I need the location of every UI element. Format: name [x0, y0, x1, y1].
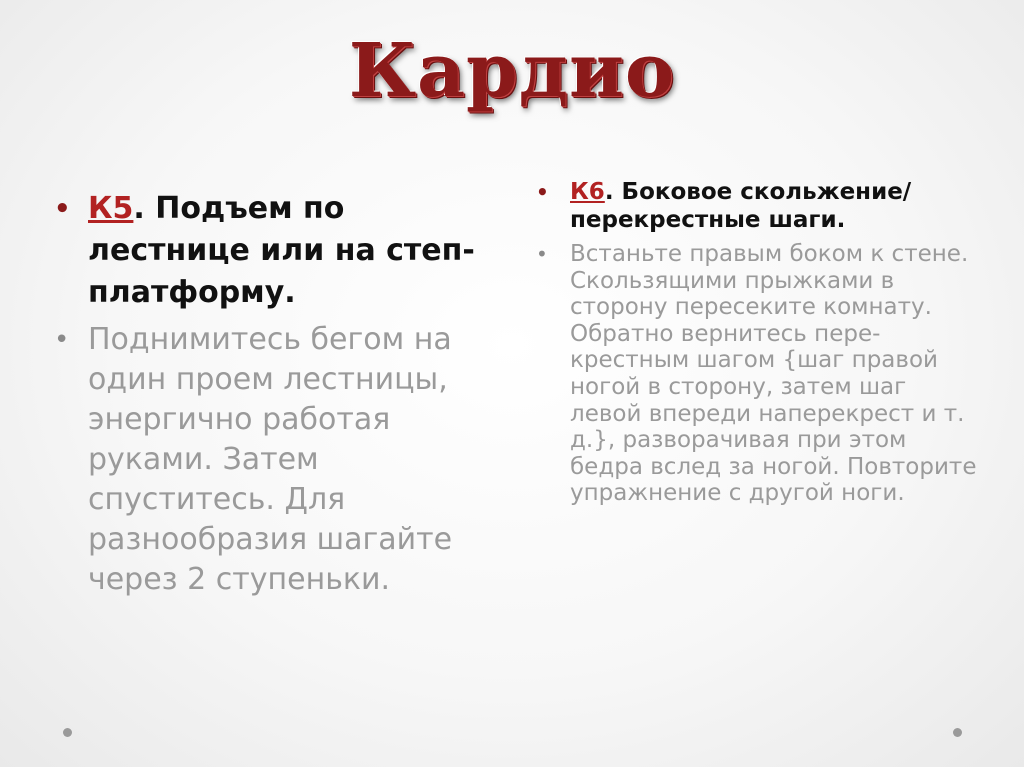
left-heading-item: [48, 188, 488, 314]
slide-title: Кардио: [348, 28, 676, 114]
right-body-text: Встаньте правым боком к стене. Скользящими прыжками в сторону пересеките комнату. Обратно вернитесь пере-крестным шагом {шаг правой ногой в сторону, затем шаг левой впереди наперекрест и т. д.}, разворачивая при этом бедра вслед за ногой. Повторите упражнение с другой ноги.: [570, 241, 977, 507]
left-heading-text: . Подъем по лестнице или на степ-платформу.: [88, 191, 475, 310]
bullet-icon: •: [536, 242, 548, 266]
left-column: [48, 188, 488, 600]
decor-dot-icon: [63, 728, 72, 737]
left-body-item: [48, 320, 488, 600]
bullet-icon: •: [54, 325, 70, 355]
right-heading-text: . Боковое скольжение/перекрестные шаги.: [570, 179, 912, 233]
bullet-icon: •: [54, 194, 71, 224]
left-body-text: Поднимитесь бегом на один проем лестницы, энергично работая руками. Затем спуститесь. Для разнообразия шагайте через 2 ступеньки.: [88, 322, 453, 597]
exercise-code-k6: К6: [570, 179, 605, 205]
right-column: [530, 178, 980, 507]
exercise-code-k5: К5: [88, 191, 134, 226]
right-heading-item: [530, 178, 980, 234]
right-body-item: [530, 241, 980, 507]
bullet-icon: •: [536, 180, 549, 204]
decor-dot-icon: [953, 728, 962, 737]
